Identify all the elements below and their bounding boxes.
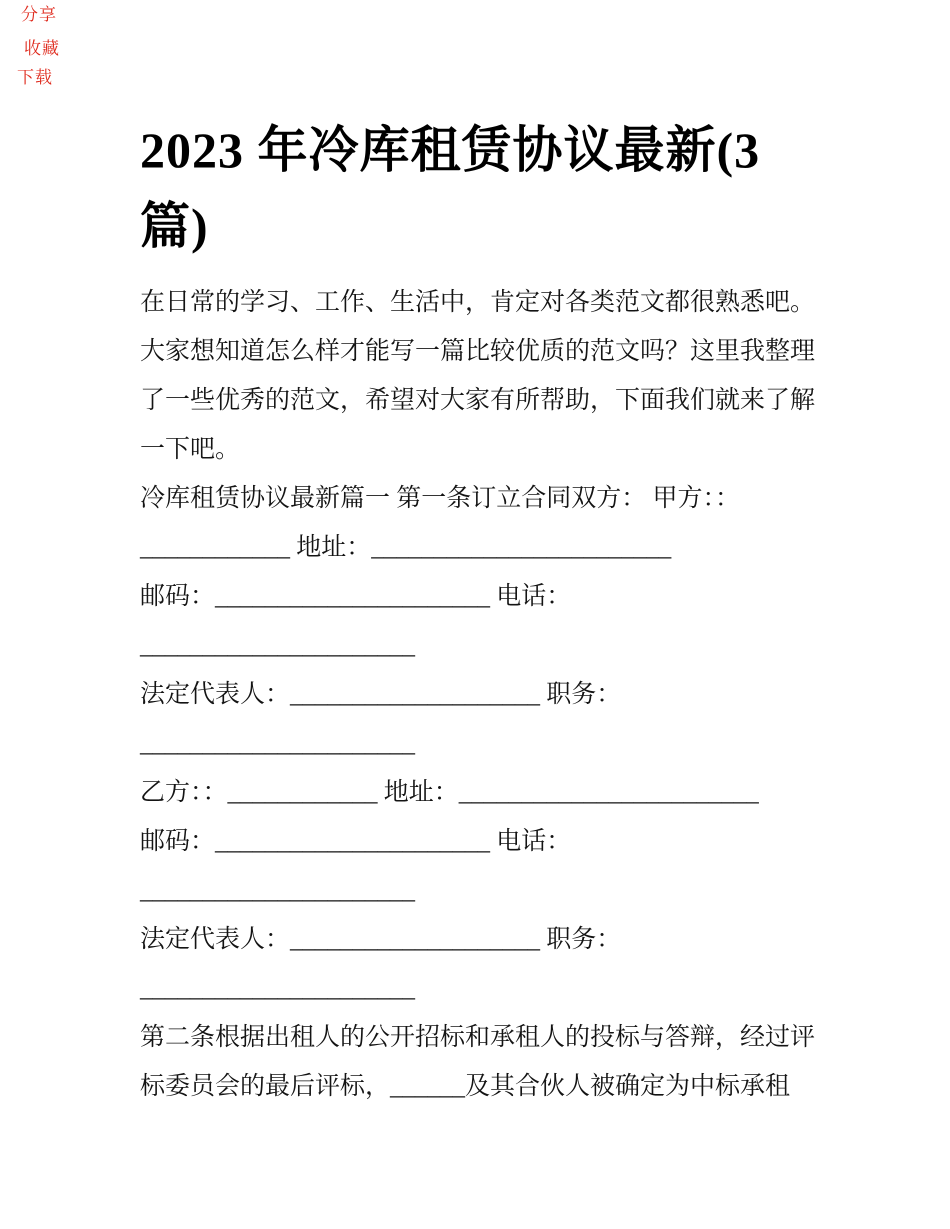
text-line-blank: ____________ 地址：________________________ [140,534,672,561]
text-line: 第二条根据出租人的公开招标和承租人的投标与答辩，经过评 [140,1024,816,1051]
red-watermark [0,0,70,100]
text-line-blank: 乙方：：____________ 地址：________________________ [140,779,759,806]
text-line: 标委员会的最后评标，______及其合伙人被确定为中标承租 [140,1073,791,1100]
watermark-fragment: 下载 [17,68,53,87]
text-line-blank: 法定代表人：____________________ 职务： [140,926,622,953]
text-line: 冷库租赁协议最新篇一 第一条订立合同双方： 甲方：： [140,485,741,512]
text-line: 了一些优秀的范文，希望对大家有所帮助，下面我们就来了解 [140,387,816,414]
text-line-blank: ______________________ [140,975,415,1002]
text-line-blank: 法定代表人：____________________ 职务： [140,681,622,708]
text-line: 大家想知道怎么样才能写一篇比较优质的范文吗？这里我整理 [140,338,816,365]
text-line-blank: ______________________ [140,877,415,904]
text-line-blank: 邮码：______________________ 电话： [140,583,572,610]
watermark-fragment: 收藏 [24,39,60,58]
watermark-fragment: 分享 [21,5,57,24]
text-line: 一下吧。 [140,436,241,463]
document-title-line2: 篇) [140,198,209,254]
text-line-blank: ______________________ [140,632,415,659]
document-body [140,278,830,1111]
text-line: 在日常的学习、工作、生活中，肯定对各类范文都很熟悉吧。 [140,289,816,316]
document-title-line1: 2023 年冷库租赁协议最新(3 [140,122,761,178]
document-title [140,112,760,264]
text-line-blank: ______________________ [140,730,415,757]
text-line-blank: 邮码：______________________ 电话： [140,828,572,855]
